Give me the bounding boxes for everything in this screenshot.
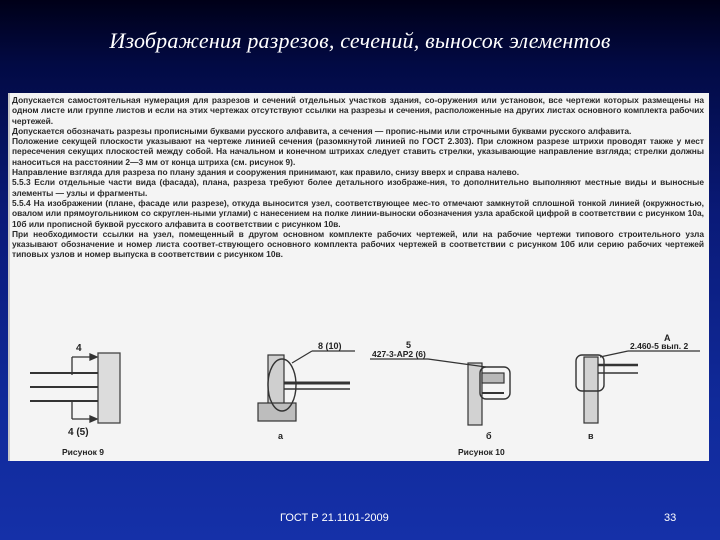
document-text	[12, 95, 704, 260]
fig10a-sub: а	[278, 431, 284, 441]
figure-10v-drawing	[576, 351, 700, 423]
figure-10a-drawing	[258, 351, 355, 421]
fig10v-sub: в	[588, 431, 594, 441]
paragraph-2: Допускается обозначать разрезы прописными буквами русского алфавита, а сечения — пропис-ными или строчными буквами русского алфавита.	[12, 125, 632, 136]
fig10-caption: Рисунок 10	[458, 447, 505, 457]
paragraph-5: 5.5.3 Если отдельные части вида (фасада), плана, разреза требуют более детального изображе-ния, то дополнительно выполняют местные виды и выносные элементы — узлы и фрагменты.	[12, 177, 704, 198]
figure-9-drawing	[30, 353, 120, 423]
paragraph-6: 5.5.4 На изображении (плане, фасаде или разрезе), откуда выносится узел, соответствующее мес-то отмечают замкнутой сплошной тонкой линией (окружностью, овалом или прямоугольником со скруглен-ными углами) с нанесением на полке линии-выноски обозначения узла арабской цифрой в соответствии с рисунком 10а, 10б или прописной буквой русского алфавита в соответствии с рисунком 10в.	[12, 197, 704, 229]
fig10v-label: 2.460-5 вып. 2	[630, 341, 689, 351]
fig9-label-bottom: 4 (5)	[68, 427, 89, 438]
fig10a-label: 8 (10)	[318, 341, 342, 351]
page-number: 33	[664, 512, 677, 524]
fig9-label-top: 4	[76, 343, 82, 354]
figure-10b-drawing	[370, 359, 510, 425]
fig10b-label: 427-3-АР2 (6)	[372, 349, 426, 359]
paragraph-1: Допускается самостоятельная нумерация для разрезов и сечений отдельных участков здания, со-оружения или установок, все чертежи которых размещены на одном листе или группе листов и если на этих чертежах отсутствуют ссылки на разрезы и сечения, расположенные на других листах основного комплекта рабочих чертежей.	[12, 95, 704, 126]
figures	[10, 333, 709, 461]
fig10b-label-top: 5	[406, 340, 412, 350]
paragraph-4: Направление взгляда для разреза по плану здания и сооружения принимают, как правило, снизу вверх и справа налево.	[12, 167, 520, 178]
fig10b-sub: б	[486, 431, 492, 441]
fig9-caption: Рисунок 9	[62, 447, 105, 457]
scanned-document	[8, 93, 709, 461]
slide-title: Изображения разрезов, сечений, выносок элементов	[109, 28, 611, 53]
footer-standard: ГОСТ Р 21.1101-2009	[280, 512, 389, 524]
paragraph-7: При необходимости ссылки на узел, помещенный в другом основном комплекте рабочих чертежей, или на рабочие чертежи типового строительного узла указывают обозначение и номер листа соответ-ствующего основного комплекта рабочих чертежей в соответствии с рисунком 10б или серию рабочих чертежей типовых узлов и номер выпуска в соответствии с рисунком 10в.	[12, 228, 704, 260]
paragraph-3: Положение секущей плоскости указывают на чертеже линией сечения (разомкнутой линией по ГОСТ 2.303). При сложном разрезе штрихи проводят также у мест пересечения секущих плоскостей между собой. На начальном и конечном штрихах следует ставить стрелки, указывающие направление взгляда; стрелки должны наноситься на расстоянии 2—3 мм от конца штриха (см. рисунок 9).	[12, 136, 704, 167]
fig10v-label-top: А	[664, 333, 671, 343]
